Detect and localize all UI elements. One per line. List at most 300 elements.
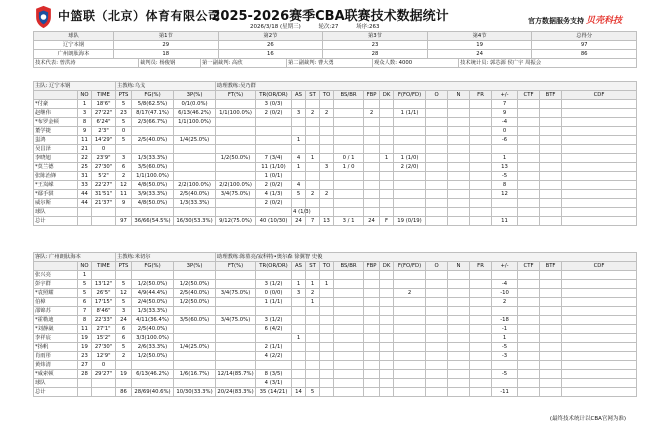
stat-cell: 5 [78, 280, 92, 289]
stat-cell [380, 172, 394, 181]
stat-cell: 4 [292, 154, 306, 163]
stat-cell: 1 [320, 280, 334, 289]
stat-cell [518, 361, 540, 370]
stat-cell [380, 280, 394, 289]
stat-cell [216, 208, 256, 217]
score-cell: 19 [427, 41, 532, 50]
stat-cell [470, 136, 492, 145]
match-date: 2026/3/18 (星期三) [250, 24, 301, 30]
stat-cell [92, 217, 116, 226]
stat-header-cell: 3P(%) [174, 262, 216, 271]
player-row [34, 289, 637, 298]
stat-cell: 2/5(40.0%) [132, 325, 174, 334]
stat-cell [174, 325, 216, 334]
player-name: *付豪 [34, 100, 78, 109]
match-round: 轮次:27 [318, 24, 339, 30]
stat-cell [518, 334, 540, 343]
stat-header-cell: FG(%) [132, 91, 174, 100]
stat-cell: 1 (1/1) [256, 298, 292, 307]
stat-cell [518, 181, 540, 190]
player-row [34, 325, 637, 334]
stat-cell [364, 334, 380, 343]
stat-cell [394, 100, 426, 109]
stat-cell: 27 [78, 361, 92, 370]
team-total-row [34, 217, 637, 226]
stat-cell [540, 280, 562, 289]
stat-cell [394, 325, 426, 334]
stat-cell [174, 361, 216, 370]
stat-cell [426, 208, 448, 217]
stat-cell [470, 190, 492, 199]
stat-cell [470, 280, 492, 289]
stat-cell: -18 [492, 316, 518, 325]
stat-cell: 0 / 1 [334, 154, 364, 163]
stat-cell: 40 (10/30) [256, 217, 292, 226]
stat-cell: 0 [116, 127, 132, 136]
stat-cell [364, 172, 380, 181]
stat-cell [364, 181, 380, 190]
stat-cell [518, 217, 540, 226]
stat-cell: 0 [92, 361, 116, 370]
stat-cell [132, 208, 174, 217]
stat-cell [306, 352, 320, 361]
stat-cell [334, 280, 364, 289]
stat-cell [540, 379, 562, 388]
stat-cell [518, 271, 540, 280]
stat-cell: 5 [116, 280, 132, 289]
stat-cell: 5 [116, 118, 132, 127]
stat-cell [470, 172, 492, 181]
player-header-cell [34, 262, 78, 271]
stat-cell [562, 280, 637, 289]
stat-cell [470, 271, 492, 280]
stat-cell: 6 (4/2) [256, 325, 292, 334]
stat-cell [470, 334, 492, 343]
player-row [34, 172, 637, 181]
stat-cell [448, 307, 470, 316]
player-row [34, 109, 637, 118]
stat-cell [92, 388, 116, 397]
stat-header-cell: PTS [116, 262, 132, 271]
stat-cell [518, 172, 540, 181]
stat-cell [426, 217, 448, 226]
stat-cell [562, 100, 637, 109]
score-cell: 86 [532, 50, 637, 59]
stat-cell: 1 [306, 280, 320, 289]
stat-cell [380, 163, 394, 172]
stat-cell [394, 208, 426, 217]
team-total-row [34, 388, 637, 397]
stat-cell: 11 [78, 325, 92, 334]
stat-cell [306, 172, 320, 181]
stat-cell [380, 271, 394, 280]
stat-cell [132, 145, 174, 154]
player-row [34, 127, 637, 136]
stat-cell [292, 199, 306, 208]
stat-cell [448, 370, 470, 379]
stat-cell [426, 163, 448, 172]
stat-cell: 8/17(47.1%) [132, 109, 174, 118]
stat-cell [540, 145, 562, 154]
stat-cell [540, 181, 562, 190]
stat-cell [256, 136, 292, 145]
stat-cell: 9 [78, 127, 92, 136]
stat-cell: 4/8(50.0%) [132, 181, 174, 190]
stat-cell [394, 190, 426, 199]
stat-header-cell: O [426, 262, 448, 271]
score-row [34, 41, 637, 50]
stat-cell: 11 [492, 217, 518, 226]
stat-cell [518, 289, 540, 298]
stat-cell [448, 298, 470, 307]
player-row [34, 136, 637, 145]
stat-cell: 2 (1/1) [256, 343, 292, 352]
stat-cell: 1/3(33.3%) [174, 199, 216, 208]
stat-cell [320, 118, 334, 127]
stat-cell [562, 361, 637, 370]
stat-cell [394, 298, 426, 307]
stat-cell [334, 136, 364, 145]
player-name: 球队 [34, 379, 78, 388]
stat-cell [116, 145, 132, 154]
stat-cell [540, 136, 562, 145]
stat-cell [562, 127, 637, 136]
player-name: *刘静崴 [34, 325, 78, 334]
stat-cell [334, 379, 364, 388]
stat-cell: 5 [116, 136, 132, 145]
stat-cell [320, 361, 334, 370]
stat-cell: 1/2(50.0%) [216, 154, 256, 163]
stat-header-cell: F(FO/FD) [394, 91, 426, 100]
stat-cell [448, 352, 470, 361]
stat-cell: 24 [364, 217, 380, 226]
stat-cell [448, 181, 470, 190]
stat-cell [448, 109, 470, 118]
stat-cell [364, 370, 380, 379]
page-title: 2025-2026赛季CBA联赛技术数据统计 [211, 9, 449, 24]
stat-cell [292, 100, 306, 109]
stat-cell [380, 370, 394, 379]
stat-cell [562, 334, 637, 343]
stat-cell: 4 (1/3) [293, 209, 311, 215]
score-cell: 18 [114, 50, 219, 59]
stat-cell [518, 352, 540, 361]
stat-cell [306, 163, 320, 172]
stat-cell [540, 343, 562, 352]
stat-cell: -4 [492, 118, 518, 127]
stat-cell: 1 [380, 154, 394, 163]
player-name: 球队 [34, 208, 78, 217]
stat-cell [116, 361, 132, 370]
stat-cell: 3 [320, 163, 334, 172]
stat-cell: 4 (3/1) [256, 379, 292, 388]
player-row [34, 154, 637, 163]
stat-cell [448, 289, 470, 298]
stat-cell [518, 370, 540, 379]
stat-cell [256, 334, 292, 343]
stat-cell: 12/14(85.7%) [217, 371, 254, 377]
stat-cell [334, 298, 364, 307]
stat-cell [306, 136, 320, 145]
data-provider [528, 13, 622, 26]
stat-cell: 1 [292, 136, 306, 145]
stat-header-cell: ST [306, 262, 320, 271]
stat-cell [492, 361, 518, 370]
stat-cell: 3 / 1 [334, 217, 364, 226]
stat-cell [394, 127, 426, 136]
stat-cell [78, 208, 92, 217]
stat-cell [306, 307, 320, 316]
stat-cell [216, 100, 256, 109]
stat-cell: 19 [78, 343, 92, 352]
player-row [34, 343, 637, 352]
stat-cell [320, 136, 334, 145]
stat-cell: 13'12" [92, 280, 116, 289]
stat-cell: 13 [492, 163, 518, 172]
stat-cell [394, 307, 426, 316]
match-meta [250, 22, 395, 30]
stat-cell [320, 334, 334, 343]
stat-cell [292, 271, 306, 280]
stat-cell: -5 [492, 172, 518, 181]
stat-cell [426, 118, 448, 127]
stat-cell [256, 361, 292, 370]
stat-cell [256, 208, 292, 217]
stat-cell [364, 118, 380, 127]
stat-cell [92, 271, 116, 280]
stat-cell: 22'33" [92, 316, 116, 325]
stat-cell [78, 217, 92, 226]
stat-cell [492, 208, 518, 217]
player-name: 张兴亮 [34, 271, 78, 280]
stat-cell [426, 370, 448, 379]
stat-cell: 14'29" [92, 136, 116, 145]
stat-cell [380, 379, 394, 388]
stat-cell: 11 [78, 136, 92, 145]
stat-cell [470, 100, 492, 109]
player-row [34, 271, 637, 280]
stat-cell: 35 (14/21) [256, 388, 292, 397]
stat-cell [216, 379, 256, 388]
stat-cell [256, 118, 292, 127]
stat-cell: 1 [78, 271, 92, 280]
stat-cell [364, 325, 380, 334]
player-row [34, 208, 637, 217]
stat-cell [334, 289, 364, 298]
stat-cell: 33 [78, 181, 92, 190]
stat-cell [216, 172, 256, 181]
stat-cell [470, 208, 492, 217]
stat-cell [334, 145, 364, 154]
stat-cell [518, 163, 540, 172]
stat-cell [562, 379, 637, 388]
stat-cell [470, 298, 492, 307]
home-stats-table [33, 81, 637, 226]
stat-cell [320, 199, 334, 208]
stat-cell [174, 208, 216, 217]
stat-cell [426, 172, 448, 181]
stat-cell [470, 343, 492, 352]
stat-cell: 4 (2/2) [256, 352, 292, 361]
stat-cell: 29'27" [92, 370, 116, 379]
stat-cell [364, 100, 380, 109]
player-row [34, 298, 637, 307]
stat-cell: 1/6(16.7%) [174, 370, 216, 379]
stat-cell [540, 172, 562, 181]
stat-cell [540, 352, 562, 361]
stat-cell: 8 (3/5) [256, 370, 292, 379]
score-table [33, 31, 637, 59]
stat-cell [306, 370, 320, 379]
player-name: 总计 [34, 217, 78, 226]
stat-cell [448, 100, 470, 109]
stat-cell [562, 199, 637, 208]
stat-cell [562, 190, 637, 199]
stat-cell [216, 145, 256, 154]
stat-cell [92, 379, 116, 388]
player-name: 彭宇群 [34, 280, 78, 289]
stat-cell: 1/1(100.0%) [216, 109, 256, 118]
stat-cell [132, 127, 174, 136]
stat-cell [334, 334, 364, 343]
team-header-row [34, 253, 637, 262]
stat-header-cell: NO [78, 262, 92, 271]
stat-cell [364, 316, 380, 325]
stat-cell [334, 316, 364, 325]
stat-cell [306, 343, 320, 352]
stat-cell [426, 307, 448, 316]
stat-cell [292, 127, 306, 136]
score-cell: 29 [114, 41, 219, 50]
stat-cell [470, 379, 492, 388]
stat-cell [448, 190, 470, 199]
stat-cell [426, 343, 448, 352]
stat-cell [334, 325, 364, 334]
stat-header-cell: AS [292, 91, 306, 100]
stat-cell [364, 343, 380, 352]
player-header-cell [34, 91, 78, 100]
stat-cell [334, 181, 364, 190]
stat-cell: -1 [492, 325, 518, 334]
stat-cell [380, 316, 394, 325]
stat-cell [470, 163, 492, 172]
stat-cell [320, 127, 334, 136]
stat-header-cell: 3P(%) [174, 91, 216, 100]
stat-cell [320, 208, 334, 217]
stat-cell [562, 208, 637, 217]
stat-cell: 3/3(100.0%) [132, 334, 174, 343]
stat-cell [216, 361, 256, 370]
stat-cell: 5 [292, 190, 306, 199]
stat-cell [174, 352, 216, 361]
stat-cell [518, 109, 540, 118]
stat-cell [306, 145, 320, 154]
stat-cell [470, 181, 492, 190]
stat-cell: 4 [292, 181, 306, 190]
stat-cell: 4/11(36.4%) [132, 316, 174, 325]
stat-cell [470, 127, 492, 136]
stat-cell: -11 [492, 388, 518, 397]
stat-cell [540, 100, 562, 109]
stat-cell: 1/3(33.3%) [132, 307, 174, 316]
stat-cell [540, 316, 562, 325]
stat-cell [426, 379, 448, 388]
stat-cell [380, 208, 394, 217]
stat-cell: 2'3" [92, 127, 116, 136]
head-coach: 主教练:米切尔 [116, 253, 216, 262]
stat-cell [174, 334, 216, 343]
stat-header-cell: BS/BR [334, 262, 364, 271]
stat-cell: 1 (0/1) [256, 172, 292, 181]
stat-cell [292, 298, 306, 307]
team-label: 客队: 广州朗肽海本 [34, 253, 116, 262]
stat-header-cell: FT(%) [216, 262, 256, 271]
stat-cell [540, 334, 562, 343]
stat-cell [426, 289, 448, 298]
stat-cell [492, 145, 518, 154]
stat-cell [320, 172, 334, 181]
player-row [34, 334, 637, 343]
stat-cell: 4/8(50.0%) [132, 199, 174, 208]
stat-cell: 21'37" [92, 199, 116, 208]
player-name: 邵锦苏 [34, 307, 78, 316]
stat-cell [174, 145, 216, 154]
stat-cell: 3 [292, 109, 306, 118]
stat-cell [540, 361, 562, 370]
stat-cell: 25 [78, 163, 92, 172]
stat-cell [540, 190, 562, 199]
stat-cell: 2 (0/2) [256, 109, 292, 118]
stat-cell [426, 154, 448, 163]
stat-cell [394, 181, 426, 190]
stat-cell [448, 145, 470, 154]
stat-cell: 3 [292, 289, 306, 298]
stat-cell: 9/12(75.0%) [216, 217, 256, 226]
provider-brand: 贝壳科技 [585, 16, 622, 26]
stat-cell: 2 [320, 190, 334, 199]
stat-cell [540, 388, 562, 397]
stat-cell [364, 307, 380, 316]
player-name: 李祥宸 [34, 334, 78, 343]
stat-header-cell: TIME [92, 91, 116, 100]
stat-cell: 22 [78, 154, 92, 163]
stat-cell [380, 181, 394, 190]
stat-cell [380, 352, 394, 361]
score-cell: 23 [323, 41, 428, 50]
stat-cell [216, 136, 256, 145]
stat-cell [320, 307, 334, 316]
stat-cell [306, 118, 320, 127]
stat-cell [540, 271, 562, 280]
stat-cell [306, 379, 320, 388]
assistant-coaches: 助理教练:陈墓亮/寂科特•奥尔森 徐翼智 史俊 [216, 253, 637, 262]
stat-header-row [34, 91, 637, 100]
stat-cell [292, 145, 306, 154]
stat-cell [364, 163, 380, 172]
stat-cell: 1 [292, 334, 306, 343]
stat-cell [364, 127, 380, 136]
stat-cell [470, 361, 492, 370]
stat-cell [380, 190, 394, 199]
stat-cell [380, 136, 394, 145]
stat-cell [448, 316, 470, 325]
stat-header-cell: TR(OR/DR) [256, 262, 292, 271]
stat-cell [334, 172, 364, 181]
stat-cell [380, 109, 394, 118]
stat-cell [380, 118, 394, 127]
stat-cell [380, 100, 394, 109]
stat-cell: 2 (0/2) [256, 181, 292, 190]
